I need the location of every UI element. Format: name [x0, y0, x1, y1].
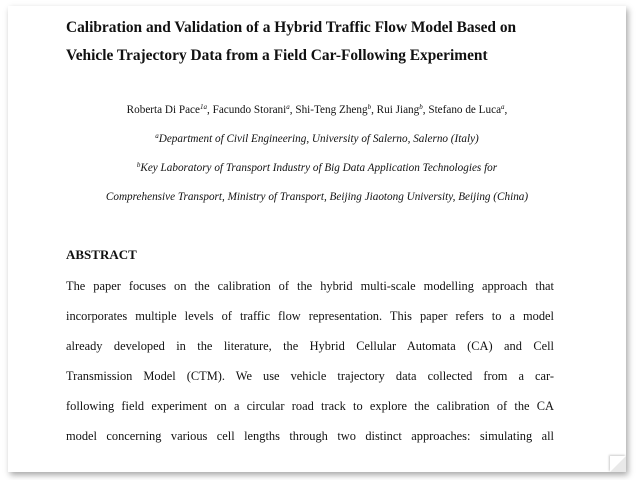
page-corner-fold	[610, 456, 626, 472]
author-name: Shi-Teng Zheng	[295, 104, 368, 116]
affiliation-text: Key Laboratory of Transport Industry of Big Data Application Technologies for	[140, 162, 498, 174]
author-list: Roberta Di Pace$^{1a}$, Facundo Storani$^a$, Shi-Teng Zheng$^b$, Rui Jiang$^b$, Stefano de Luca$^a$,	[126, 103, 508, 116]
abstract-heading: ABSTRACT	[66, 247, 137, 262]
abstract-line: incorporates multiple levels of traffic flow representation. This paper refers to a model	[66, 309, 554, 323]
author-affiliation-marker: b	[419, 103, 423, 111]
affiliation-a	[8, 133, 626, 145]
affiliation-text: Department of Civil Engineering, University of Salerno, Salerno (Italy)	[158, 133, 479, 145]
affiliation-b	[8, 162, 626, 174]
author-name: Rui Jiang	[376, 104, 420, 116]
author-affiliation-marker: a	[501, 103, 505, 111]
abstract-line: model concerning various cell lengths through two distinct approaches: simulating all	[66, 429, 554, 443]
paper-title-line-2: Vehicle Trajectory Data from a Field Car-Following Experiment	[66, 47, 488, 64]
author-affiliation-marker: b	[367, 103, 372, 111]
author-name: Stefano de Luca	[428, 104, 502, 116]
paper-page	[8, 6, 626, 472]
abstract-line: Transmission Model (CTM). We use vehicle trajectory data collected from a car-	[66, 369, 554, 383]
abstract-line: The paper focuses on the calibration of the hybrid multi-scale modelling approach that	[66, 279, 554, 293]
author-affiliation-marker: 1a	[200, 103, 207, 111]
author-name: Roberta Di Pace	[126, 104, 200, 116]
abstract-line: already developed in the literature, the Hybrid Cellular Automata (CA) and Cell	[66, 339, 554, 353]
affiliation-b-continued	[8, 191, 626, 203]
affiliation-marker: b	[136, 161, 141, 169]
affiliation-marker: a	[155, 132, 159, 140]
author-name: Facundo Storani	[212, 104, 287, 116]
author-affiliation-marker: a	[286, 103, 290, 111]
paper-title-line-1: Calibration and Validation of a Hybrid Traffic Flow Model Based on	[66, 19, 517, 36]
paper-title	[66, 14, 586, 70]
affiliation-text: Comprehensive Transport, Ministry of Transport, Beijing Jiaotong University, Beijing (China)	[105, 191, 529, 203]
abstract-line: following field experiment on a circular road track to explore the calibration of the CA	[66, 399, 554, 413]
